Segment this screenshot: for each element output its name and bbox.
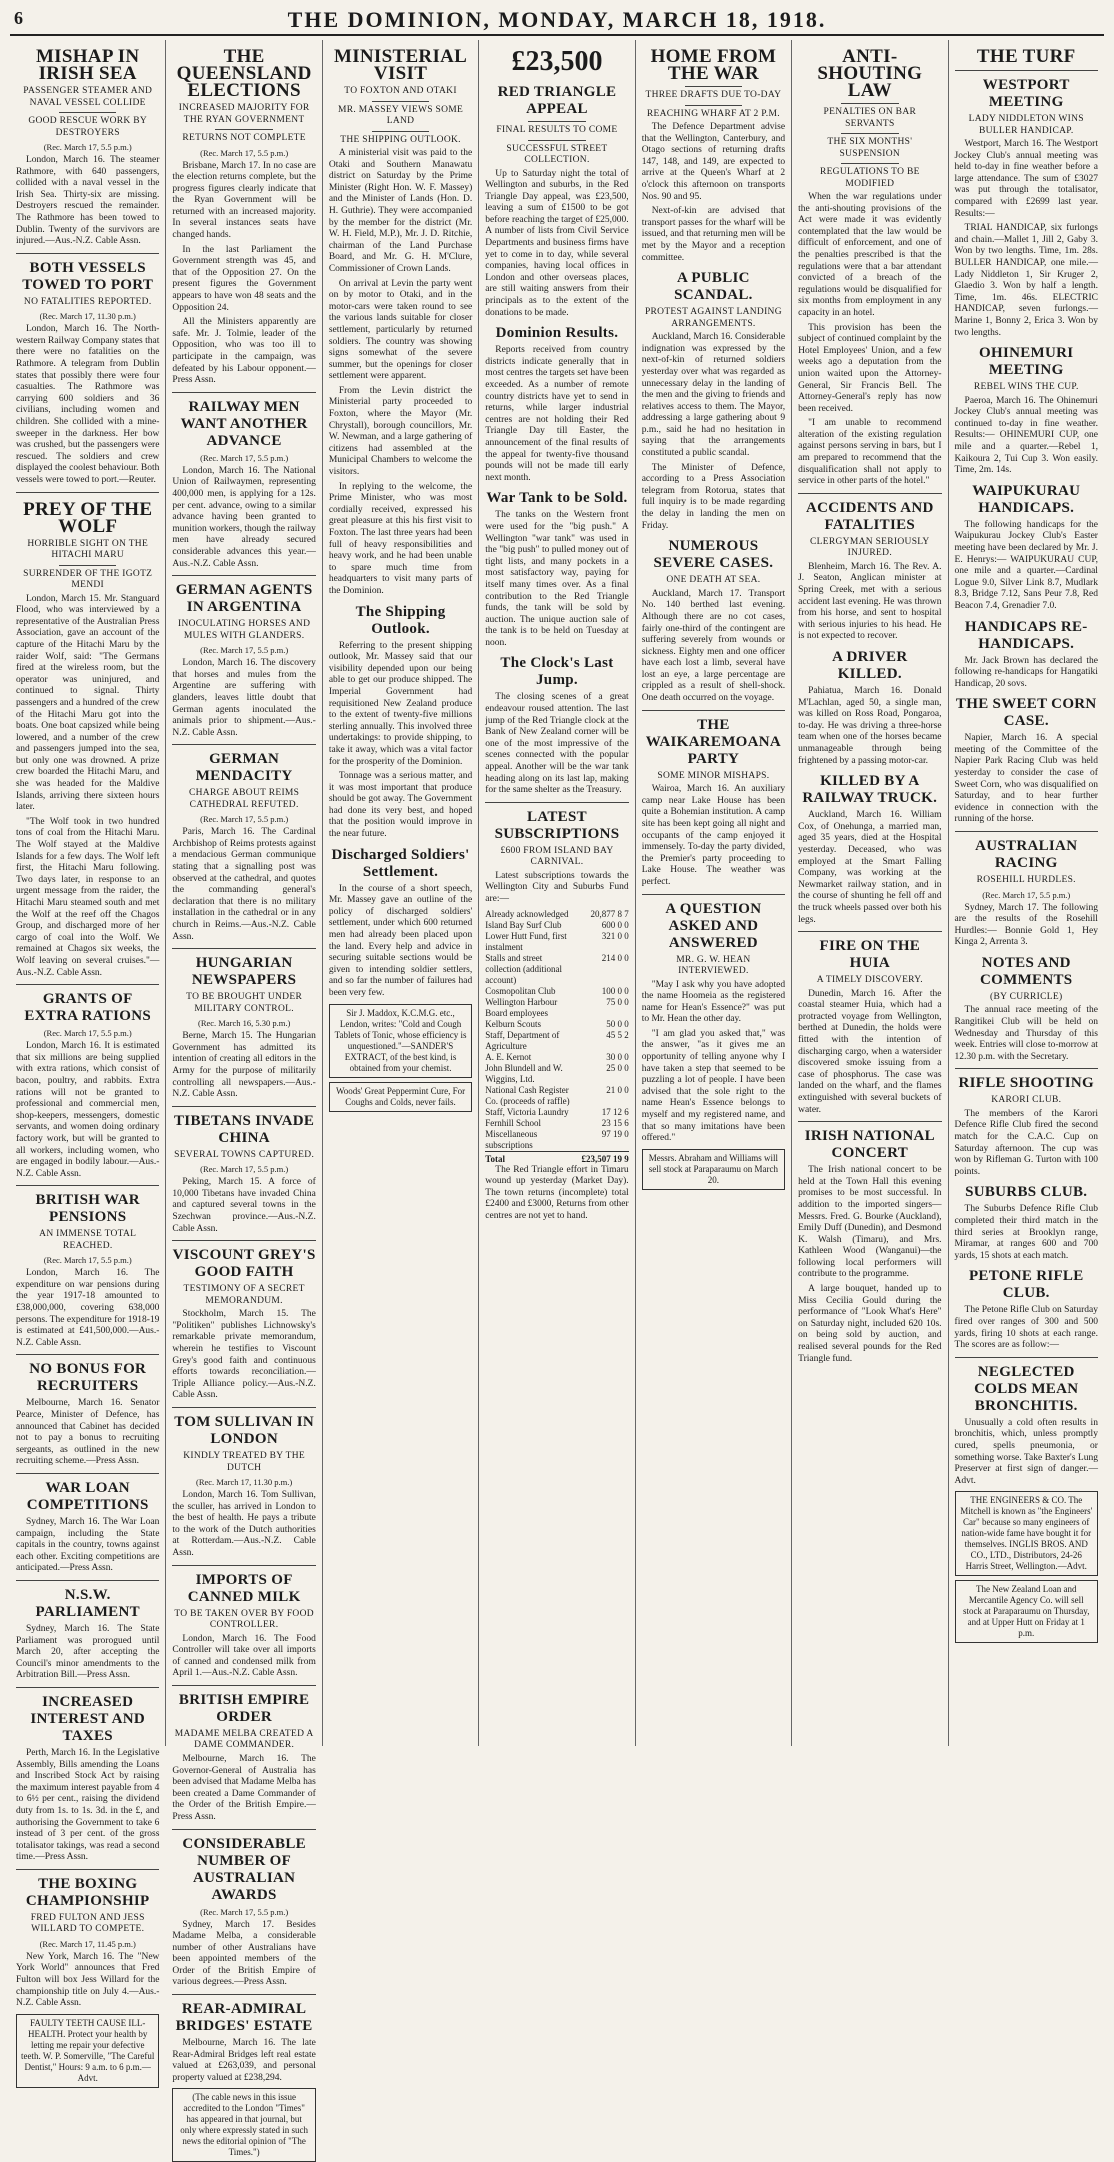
subscriptions-total-label: Total: [485, 1151, 577, 1165]
divider: [16, 253, 159, 254]
subheadline: REBEL WINS THE CUP.: [973, 382, 1079, 393]
headline: HOME FROM THE WAR: [650, 46, 777, 84]
article-body: Peking, March 15. A force of 10,000 Tibetans have invaded China and captured several towns in the Szechwan province.—Aus.-N.Z. Cable Assn.: [172, 1177, 316, 1234]
divider: [841, 103, 898, 104]
column-1: [10, 40, 165, 2083]
article-body: "I am unable to recommend alteration of the existing regulation against persons serving in bars, but I am prepared to recommend that the disqualification shall not apply to service in other parts of the hotel.": [798, 418, 942, 487]
article-body: Reports received from country districts indicate generally that in most centres the targets set have been exceeded. As a number of remote country districts have yet to send in returns, while larger industrial centres are not holding their Red Triangle Day till Easter, the announcement of the final results of the appeal for twenty-five thousand pounds will not be made till early next month.: [485, 345, 629, 483]
headline: NO BONUS FOR RECRUITERS: [29, 1361, 147, 1395]
subscription-amount: 17 12 6: [601, 1106, 629, 1117]
headline: MISHAP IN IRISH SEA: [35, 46, 140, 84]
advertisement: Woods' Great Peppermint Cure, For Coughs and Colds, never fails.: [329, 1082, 472, 1112]
subheadline: CHARGE ABOUT REIMS CATHEDRAL REFUTED.: [188, 788, 300, 810]
article-body: The tanks on the Western front were used for the "big push." A Wellington "war tank" was used in the "big push" to pulled money out of tight lists, and many pockets in a most satisfactory way, paying for itself many times over. As a final contribution to the Red Triangle funds, the tank will be sold by auction. The unique auction sale of the tank is to be held on Tuesday at noon.: [485, 510, 629, 648]
divider: [215, 129, 272, 130]
subheadline: THE SIX MONTHS' SUSPENSION: [827, 137, 913, 159]
divider: [16, 492, 159, 493]
article-body: Pahiatua, March 16. Donald M'Lachlan, aged 50, a single man, was killed on Ross Road, Pongaroa, to-day. He was driving a three-horse team when one of the horses became unmanageable through being frightened by a passing motor-car.: [798, 686, 942, 766]
article-body: Paeroa, March 16. The Ohinemuri Jockey Club's annual meeting was continued to-day in fine weather. Results:— OHINEMURI CUP, one mile and a quarter.—Rebel 1, Kaikoura 2, Tui Cup 3. Won easily. Time, 2m. 14s.: [954, 395, 1098, 476]
headline: PREY OF THE WOLF: [23, 498, 153, 537]
dateline: (Rec. March 17, 5.5 p.m.): [43, 1028, 132, 1039]
subscription-row: [485, 997, 628, 1019]
subheadline: LADY NIDDLETON WINS BULLER HANDICAP.: [968, 114, 1084, 136]
appeal-total: £23,500: [511, 46, 603, 77]
subscriber-name: Island Bay Surf Club: [485, 919, 562, 930]
headline: ANTI-SHOUTING LAW: [817, 46, 923, 101]
headline: A QUESTION ASKED AND ANSWERED: [665, 900, 762, 951]
article-body: "May I ask why you have adopted the name Hoomeia as the registered name for Hean's Essence?" was put to Mr. Hean the other day.: [641, 979, 786, 1025]
section-heading: War Tank to be Sold.: [486, 490, 628, 507]
article-body: In the last Parliament the Government strength was 45, and that of the Opposition 27. On the present figures the Government appears to have won 48 seats and the Opposition 24.: [172, 244, 316, 313]
columns: [10, 40, 1104, 2158]
article-body: Sydney, March 17. The following are the results of the Rosehill Hurdles:— Bonnie Gold 1, Hey Kinga 2, Arrenta 3.: [954, 902, 1098, 948]
subheadline: CLERGYMAN SERIOUSLY INJURED.: [810, 536, 930, 559]
article-body: "The Wolf took in two hundred tons of coal from the Hitachi Maru. The Wolf stayed at the Maldive Islands for a few days. The Wolf left first, the Hitachi Maru following. Two days later, in response to an urgent message from the raider, the Hitachi Maru steamed south and met the Wolf at the reef off the Chagos Group, and discharged more of her cargo of coal into the Wolf. We remained at Chagos six weeks, the Wolf leaving on several cruises."—Aus.-N.Z. Cable Assn.: [16, 816, 160, 978]
article-body: Auckland, March 17. Transport No. 140 berthed last evening. Although there are no cot cases, fairly one-third of the contingent are suffering severely from wounds or sickness. Eighty men and one officer have each lost a limb, several have lost an eye, a large percentage are crippled as a result of shell-shock. One death occurred on the voyage.: [641, 588, 786, 704]
subheadline: RETURNS NOT COMPLETE: [182, 133, 306, 143]
subscription-amount: 25 0 0: [606, 1062, 629, 1073]
divider: [685, 86, 742, 87]
subscription-row: [485, 986, 628, 997]
subscription-row: [485, 953, 628, 986]
subscriber-name: Fernhill School: [485, 1117, 542, 1128]
subheadline: TO FOXTON AND OTAKI: [344, 86, 457, 96]
section-heading: OHINEMURI MEETING: [979, 345, 1074, 379]
dateline: (Rec. March 17, 5.5 p.m.): [43, 1255, 132, 1266]
article-body: London, March 16. Tom Sullivan, the sculler, has arrived in London to the best of health. He pays a tribute to the work of the Dutch authorities at Rotterdam.—Aus.-N.Z. Cable Assn.: [172, 1490, 316, 1558]
section-heading: A PUBLIC SCANDAL.: [674, 270, 753, 304]
column-4: [478, 40, 634, 1746]
article-body: This provision has been the subject of continued complaint by the Hotel Employees' Union, and a few weeks ago a deputation from the union waited upon the Attorney-General, Sir Francis Bell. The Attorney-General's reply has now been received.: [798, 322, 942, 414]
headline: AUSTRALIAN RACING: [975, 838, 1078, 872]
article-body: London, March 16. The expenditure on war pensions during the year 1917-18 amounted to £38,000,000, covering 638,000 persons. The expenditure for 1918-19 is estimated at £41,500,000.—Aus.-N.Z. Cable Assn.: [16, 1268, 160, 1348]
headline: CONSIDERABLE NUMBER OF AUSTRALIAN AWARDS: [182, 1835, 306, 1903]
subscriber-name: Already acknowledged: [485, 908, 569, 919]
subscription-amount: 45 5 2: [606, 1029, 629, 1040]
dateline: (Rec. March 17, 5.5 p.m.): [43, 142, 132, 152]
subscriber-name: Staff, Department of Agriculture: [485, 1029, 560, 1051]
headline: TIBETANS INVADE CHINA: [174, 1112, 315, 1146]
article-body: A large bouquet, handed up to Miss Cecilia Gould during the performance of "Look What's Here" on Saturday night, included 620 10s. on being sold by auction, and realised several pounds for the Red Triangle fund.: [798, 1284, 942, 1364]
headline: HUNGARIAN NEWSPAPERS: [191, 955, 297, 989]
headline: ACCIDENTS AND FATALITIES: [805, 499, 934, 533]
article-body: All the Ministers apparently are safe. Mr. J. Tolmie, leader of the Opposition, who was too ill to participate in the campaign, was defeated by his Labour opponent.—Press Assn.: [172, 317, 316, 386]
subscription-row: [485, 1052, 628, 1063]
subheadline: ONE DEATH AT SEA.: [666, 575, 761, 586]
subscription-row: [485, 1063, 628, 1085]
article-body: In the course of a short speech, Mr. Massey gave an outline of the policy of discharged soldiers' settlement, under which 600 returned men had already been placed upon the land. Every help and advice in securing suitable sections would be given to intending soldier settlers, and so far the number of failures had been very few.: [328, 883, 473, 998]
subscription-amount: 214 0 0: [601, 952, 629, 963]
article-body: Berne, March 15. The Hungarian Government has admitted its intention of creating all editors in the Army for the purpose of militarily controlling all newspapers.—Aus.-N.Z. Cable Assn.: [172, 1031, 316, 1100]
subheadline: PROTEST AGAINST LANDING ARRANGEMENTS.: [644, 307, 782, 329]
article-body: London, March 16. The Food Controller will take over all imports of canned and condensed milk from April 1.—Aus.-N.Z. Cable Assn.: [172, 1633, 316, 1679]
headline: REAR-ADMIRAL BRIDGES' ESTATE: [175, 2001, 313, 2035]
article-body: TRIAL HANDICAP, six furlongs and chain.—Mallet 1, Jill 2, Gaby 3. Won by two lengths. Time, 1m. 28s. BULLER HANDICAP, one mile.—Lady Niddleton 1, Sir Kruger 2, Glaedio 3. Won by half a length. Time, 1m. 46s. ELECTRIC HANDICAP, seven furlongs.—Marine 1, Bonny 2, Erica 3. Won by two lengths.: [954, 223, 1098, 338]
article-body: Unusually a cold often results in bronchitis, which, unless promptly cured, spells pneumonia, or something worse. Take Baxter's Lung Preserver at first sign of danger.—Advt.: [954, 1417, 1098, 1486]
headline: LATEST SUBSCRIPTIONS: [494, 808, 620, 842]
subheadline: ROSEHILL HURDLES.: [976, 875, 1076, 886]
subheadline: AN IMMENSE TOTAL REACHED.: [39, 1229, 137, 1251]
divider: [16, 1354, 159, 1355]
divider: [685, 105, 742, 106]
subscription-amount: 97 19 0: [601, 1128, 629, 1139]
headline: MINISTERIAL VISIT: [333, 46, 468, 84]
subheadline: TO BE TAKEN OVER BY FOOD CONTROLLER.: [174, 1608, 314, 1631]
divider: [16, 1185, 159, 1186]
section-heading: KILLED BY A RAILWAY TRUCK.: [802, 773, 938, 807]
article-body: The closing scenes of a great endeavour roused attention. The last jump of the Red Triangle clock at the Bank of New Zealand corner will be one of the most impressive of the scenes connected with the popular appeal. Another will be the war tank heading along on its last lap, making for the same shelter as the Treasury.: [485, 692, 629, 796]
article-body: Melbourne, March 16. Senator Pearce, Minister of Defence, has announced that Cabinet has decided not to pay a bonus to recruiting sergeants, as outlined in the new recruiting scheme.—Press Assn.: [16, 1398, 160, 1467]
subscription-row: [485, 1118, 628, 1129]
subheadline: THE SHIPPING OUTLOOK.: [340, 134, 461, 145]
subscription-amount: 30 0 0: [606, 1051, 629, 1062]
article-body: Next-of-kin are advised that transport passes for the wharf will be issued, and that returning men will be met by the Mayor and a reception committee.: [641, 206, 786, 263]
column-2: [165, 40, 321, 2158]
article-body: "I am glad you asked that," was the answer, "as it gives me an opportunity of telling anyone why I have taken a step that seemed to be puzzling a lot of people. I have been advised that the sole right to the name Hean's Essence belongs to myself and my registered name, and that so many imitations have been offered.": [641, 1028, 786, 1144]
subheadline: REACHING WHARF AT 2 P.M.: [646, 108, 780, 119]
article-body: Mr. Jack Brown has declared the following re-handicaps for Hangatiki Handicap, 20 sovs.: [954, 655, 1098, 689]
dateline: (Rec. March 17, 5.5 p.m.): [982, 889, 1071, 900]
divider: [372, 131, 429, 132]
article-body: The Minister of Defence, according to a Press Association telegram from Rotorua, states that full inquiry is to be made regarding the delay in landing the men on Friday.: [641, 462, 786, 531]
article-body: Napier, March 16. A special meeting of the Committee of the Napier Park Racing Club was held yesterday to consider the case of Sweet Corn, who was disqualified on Saturday, and to hear further evidence in connection with the running of the horse.: [954, 733, 1098, 825]
divider: [955, 70, 1098, 71]
article-body: Latest subscriptions towards the Wellington City and Suburbs Fund are:—: [485, 870, 629, 904]
dateline: (Rec. March 17, 5.5 p.m.): [200, 1164, 289, 1175]
divider: [642, 894, 785, 895]
article-body: The annual race meeting of the Rangitikei Club will be held on Wednesday and Thursday of this week. Entries will close to-morrow at 12.30 p.m. with the Secretary.: [954, 1005, 1098, 1062]
divider: [16, 1687, 159, 1688]
column-7: [948, 40, 1104, 1746]
article-body: Sydney, March 17. Besides Madame Melba, a considerable number of other Australians have been appointed members of the Order of the British Empire of various degrees.—Press Assn.: [172, 1919, 316, 1988]
subheadline: REGULATIONS TO BE MODIFIED: [819, 167, 920, 189]
headline: THE QUEENSLAND ELECTIONS: [176, 46, 312, 101]
subscriber-name: Stalls and street collection (additional account): [485, 952, 562, 985]
headline: GERMAN AGENTS IN ARGENTINA: [175, 582, 313, 616]
article-body: The following handicaps for the Waipukurau Jockey Club's Easter meeting have been declared by Mr. J. E. Henrys:— WAIPUKURAU CUP, one mile and a quarter.—Cardinal Logue 9.0, Silver Link 8.7, Mudlark 8.3, Bridge 7.12, Sans Peur 7.8, Red Beacon 7.4, Grenadier 7.0.: [954, 519, 1098, 611]
divider: [16, 1473, 159, 1474]
subheadline: INCREASED MAJORITY FOR THE RYAN GOVERNMENT: [178, 103, 310, 125]
dateline: (Rec. March 17, 11.45 p.m.): [39, 1938, 136, 1949]
divider: [798, 931, 941, 932]
divider: [16, 1869, 159, 1870]
subscriber-name: Miscellaneous subscriptions: [485, 1128, 538, 1150]
article-body: Wairoa, March 16. An auxiliary camp near Lake House has been quite a Bohemian institution. A camp site has been kept going all night and occupants of the camp enjoyed it immensely. To-day the party divided, the Premier's party proceeding to Lake House. The weather was perfect.: [641, 784, 786, 887]
headline: BOTH VESSELS TOWED TO PORT: [22, 259, 154, 293]
article-body: Westport, March 16. The Westport Jockey Club's annual meeting was held to-day in fine weather before a large attendance. The sum of £3027 was put through the totalisator, compared with £2699 last year. Results:—: [954, 139, 1098, 219]
subscription-row: [485, 1085, 628, 1107]
article-body: London, March 16. It is estimated that six millions are being supplied with extra rations, which consist of bacon, poultry, and rabbits. Extra rations will not be granted to professional and commercial men, shop-keepers, messengers, domestic servants, and women doing ordinary factory work, but will be granted to all workers, including women, who are engaged in bodily labour.—Aus.-N.Z. Cable Assn.: [16, 1041, 160, 1179]
subscriber-name: Wellington Harbour Board employees: [485, 996, 558, 1018]
column-6: [791, 40, 947, 1746]
divider: [955, 831, 1098, 832]
subscription-amount: 23 15 6: [601, 1117, 629, 1128]
headline: RAILWAY MEN WANT ANOTHER ADVANCE: [180, 398, 308, 449]
subscription-row: [485, 931, 628, 953]
article-body: The Suburbs Defence Rifle Club completed their third match in the third series at Brooklyn range, Miramar, at ranges 600 and 700 yards, 15 shots at each match.: [954, 1204, 1098, 1261]
subscriptions-total-amount: £23,507 19 9: [577, 1151, 628, 1165]
subheadline: KARORI CLUB.: [991, 1095, 1062, 1106]
article-body: When the war regulations under the anti-shouting provisions of the Act were made it was evidently contemplated that the law would be difficult of enforcement, and one of the penalties prescribed is that the regulations were that a bar attendant convicted of a breach of the regulations would be disqualified for six months from employment in any capacity in an hotel.: [798, 192, 942, 318]
subheadline: TESTIMONY OF A SECRET MEMORANDUM.: [183, 1284, 305, 1306]
subscription-row: [485, 1129, 628, 1152]
section-heading: The Shipping Outlook.: [355, 603, 446, 637]
divider: [59, 112, 116, 113]
article-body: Melbourne, March 16. The late Rear-Admiral Bridges left real estate valued at £263,039, and personal property valued at £238,294.: [172, 2038, 316, 2083]
headline: FIRE ON THE HUIA: [819, 938, 921, 972]
subscription-amount: 100 0 0: [601, 985, 629, 996]
article-body: Sydney, March 16. The State Parliament was prorogued until March 20, after accepting the Council's minor amendments to the Arbitration Bill.—Press Assn.: [16, 1623, 160, 1681]
dateline: (Rec. March 17, 11.30 p.m.): [39, 311, 136, 322]
subscriber-name: Lower Hutt Fund, first instalment: [485, 930, 567, 952]
subscription-amount: 600 0 0: [601, 919, 629, 930]
subheadline: SUCCESSFUL STREET COLLECTION.: [506, 143, 608, 165]
article-body: Paris, March 16. The Cardinal Archbishop of Reims protests against a mendacious German communique stating that a signalling post was observed at the cathedral, and quotes the commanding general's declaration that there is no military installation in the cathedral or in any church in Reims.—Aus.-N.Z. Cable Assn.: [172, 827, 316, 942]
subscriber-name: National Cash Register Co. (proceeds of raffle): [485, 1084, 570, 1106]
section-heading: THE SWEET CORN CASE.: [955, 696, 1097, 730]
divider: [172, 575, 315, 576]
section-heading: NUMEROUS SEVERE CASES.: [653, 538, 774, 572]
headline: GRANTS OF EXTRA RATIONS: [24, 991, 151, 1025]
subheadline: THREE DRAFTS DUE TO-DAY: [645, 90, 782, 100]
headline: THE WAIKAREMOANA PARTY: [645, 716, 782, 767]
divider: [841, 163, 898, 164]
headline: BRITISH EMPIRE ORDER: [178, 1691, 310, 1725]
section-heading: The Clock's Last Jump.: [500, 655, 614, 689]
section-heading: Discharged Soldiers' Settlement.: [331, 846, 470, 880]
subscriber-name: Kelburn Scouts: [485, 1018, 542, 1029]
article-body: The Irish national concert to be held at the Town Hall this evening promises to be most successful. In addition to the imported singers—Messrs. Fred. G. Bourke (Auckland), Emily Duff (Dunedin), and Desmond K. Walsh (Timaru), and Mrs. Kathleen Wood (Wanganui)—the following local performers will contribute to the programme.: [798, 1165, 942, 1280]
article-body: Blenheim, March 16. The Rev. A. J. Seaton, Anglican minister at Spring Creek, met with a serious accident last evening. He was thrown from his horse, and sent to hospital with serious injuries to his head. He is not expected to recover.: [798, 561, 942, 642]
section-heading: HANDICAPS RE-HANDICAPS.: [964, 618, 1088, 652]
subheadline: A TIMELY DISCOVERY.: [816, 975, 923, 986]
divider: [59, 565, 116, 566]
dateline: (Rec. March 17, 5.5 p.m.): [200, 147, 289, 158]
subheadline: FINAL RESULTS TO COME: [496, 125, 618, 135]
subheadline: NO FATALITIES REPORTED.: [23, 296, 152, 307]
subscriptions-table: [485, 909, 628, 1165]
subheadline: PENALTIES ON BAR SERVANTS: [823, 107, 917, 129]
subscriptions-total-row: [485, 1151, 628, 1165]
subheadline: FRED FULTON AND JESS WILLARD TO COMPETE.: [30, 1912, 145, 1935]
divider: [955, 1068, 1098, 1069]
section-heading: SUBURBS CLUB.: [965, 1184, 1088, 1201]
headline: THE TURF: [976, 46, 1076, 67]
subscription-row: [485, 909, 628, 920]
dateline: (Rec. March 17, 5.5 p.m.): [200, 645, 289, 656]
divider: [528, 121, 585, 122]
subscriber-name: A. E. Kernot: [485, 1051, 532, 1062]
article-body: London, March 16. The steamer Rathmore, with 640 passengers, collided with a naval vessel in the Irish Sea. Thirty-six are missing. Destroyers rescued the remainder. The Rathmore has been towed to Dublin. Twenty of the survivors are injured.—Aus.-N.Z. Cable Assn.: [16, 155, 160, 247]
article-body: Sydney, March 16. The War Loan campaign, including the State capitals in the country, towns against each other. Exciting competitions are anticipated.—Press Assn.: [16, 1517, 160, 1574]
article-body: New York, March 16. The "New York World" announces that Fred Fulton will box Jess Willard for the championship title on July 4.—Aus.-N.Z. Cable Assn.: [16, 1951, 160, 2009]
article-body: Stockholm, March 15. The "Politiken" publishes Lichnowsky's remarkable private memorandum, wherein he testifies to Viscount Grey's good faith and continuous efforts towards reconciliation.—Triple Alliance policy.—Aus.-N.Z. Cable Assn.: [172, 1309, 316, 1401]
subheadline: GOOD RESCUE WORK BY DESTROYERS: [28, 116, 148, 138]
article-body: London, March 15. Mr. Stanguard Flood, who was interviewed by a representative of the Australian Press Association, gave an account of the capture of the Hitachi Maru by the raider Wolf, said: "The Germans fired at the wireless room, but the operator was uninjured, and continued to signal. Thirty passengers and a hundred of the crew of the Hitachi Maru got into the boats. One boat capsized while being lowered, and a number of the crew and passengers jumped into the sea, but only one was drowned. A prize crew boarded the Hitachi Maru, and she was headed for the Maldive Islands, arriving there sixteen hours later.: [16, 593, 160, 813]
dateline: (Rec. March 17, 5.5 p.m.): [200, 452, 289, 463]
subscription-row: [485, 920, 628, 931]
editorial-note: (The cable news in this issue accredited to the London "Times" has appeared in that journal, but only where expressly stated in such news the editorial opinion of "The Times."): [172, 2088, 315, 2162]
headline: RIFLE SHOOTING: [958, 1075, 1094, 1092]
page-number: 6: [14, 8, 23, 28]
divider: [172, 1829, 315, 1830]
subheadline: MR. MASSEY VIEWS SOME LAND: [338, 104, 464, 126]
divider: [372, 101, 429, 102]
subheadline: £600 FROM ISLAND BAY CARNIVAL.: [500, 845, 614, 868]
divider: [172, 744, 315, 745]
headline: WAR LOAN COMPETITIONS: [26, 1480, 149, 1513]
column-3: [322, 40, 478, 1746]
article-body: Referring to the present shipping outlook, Mr. Massey said that our visibility depended upon our being able to get our produce shipped. The Imperial Government had requisitioned New Zealand produce to the extent of twenty-five millions sterling annually. This involved three undertakings: to provide shipping, to take it away, which was a vital factor for the prosperity of the Dominion.: [328, 640, 473, 767]
dateline: (Rec. March 17, 11.30 p.m.): [196, 1477, 293, 1487]
subheadline: SEVERAL TOWNS CAPTURED.: [174, 1149, 315, 1160]
headline: N.S.W. PARLIAMENT: [35, 1586, 140, 1620]
section-heading: NOTES AND COMMENTS: [980, 954, 1073, 988]
divider: [955, 1357, 1098, 1358]
headline: THE BOXING CHAMPIONSHIP: [25, 1875, 150, 1909]
article-body: Perth, March 16. In the Legislative Assembly, Bills amending the Loans and Inscribed Stock Act by raising the maximum interest payable from 4 to 6½ per cent., raising the dividend duty from 1s. to 1s. 3d. in the £, and authorising the Government to take 6 instead of 3 per cent. of the gross totalisator takings, was read a second time.—Press Assn.: [16, 1747, 160, 1863]
advertisement: The New Zealand Loan and Mercantile Agency Co. will sell stock at Paraparaumu on Thursday, and at Upper Hutt on Friday at 1 p.m.: [955, 1580, 1098, 1643]
headline: VISCOUNT GREY'S GOOD FAITH: [172, 1247, 316, 1281]
subscriber-name: John Blundell and W. Wiggins, Ltd.: [485, 1062, 563, 1084]
divider: [172, 1106, 315, 1107]
divider: [16, 984, 159, 985]
headline: INCREASED INTEREST AND TAXES: [30, 1693, 146, 1744]
subheadline: SURRENDER OF THE IGOTZ MENDI: [23, 568, 153, 591]
article-body: Auckland, March 16. William Cox, of Onehunga, a married man, aged 35 years, died at the Hospital yesterday. Deceased, who was employed at the Smart Falling Company, was working at the Newmarket railway station, and in the course of shunting he fell off and the truck wheels passed over both his legs.: [798, 810, 942, 925]
subscription-amount: 20,877 8 7: [590, 908, 629, 919]
headline: IMPORTS OF CANNED MILK: [187, 1571, 301, 1605]
article-body: A ministerial visit was paid to the Otaki and Southern Manawatu district on Saturday by the Prime Minister (Right Hon. W. F. Massey) and the Minister of Lands (Hon. D. H. Guthrie). They were accompanied by the member for the district (Mr. W. H. Field, M.P.), Mr. J. D. Ritchie, chairman of the Land Purchase Board, and Mr. G. H. M'Clure, Commissioner of Crown Lands.: [328, 148, 473, 274]
section-heading: Dominion Results.: [495, 325, 619, 342]
subscription-amount: 321 0 0: [601, 930, 629, 941]
subheadline: MADAME MELBA CREATED A DAME COMMANDER.: [174, 1728, 314, 1751]
article-body: Brisbane, March 17. In no case are the election returns complete, but the progress figures clearly indicate that the Ryan Government will be returned with an increased majority. In several instances seats have changed hands.: [172, 160, 316, 241]
article-body: Tonnage was a serious matter, and it was most important that produce should be got away. The Government had done its very best, and hoped that the position would improve in the near future.: [328, 771, 473, 840]
subscription-row: [485, 1030, 628, 1052]
subheadline: HORRIBLE SIGHT ON THE HITACHI MARU: [27, 538, 149, 561]
newspaper-title: THE DOMINION, MONDAY, MARCH 18, 1918.: [287, 7, 827, 32]
section-heading: A DRIVER KILLED.: [832, 649, 908, 682]
headline: TOM SULLIVAN IN LONDON: [174, 1414, 315, 1447]
divider: [841, 133, 898, 134]
dateline: (Rec. March 17, 5.5 p.m.): [200, 1906, 289, 1917]
article-body: London, March 16. The discovery that horses and mules from the Argentine are suffering with glanders, leaves little doubt that German agents inoculated the animals prior to shipment.—Aus.-N.Z. Cable Assn.: [172, 658, 316, 738]
subheadline: PASSENGER STEAMER AND NAVAL VESSEL COLLIDE: [23, 86, 153, 108]
subscription-row: [485, 1107, 628, 1118]
subheadline: INOCULATING HORSES AND MULES WITH GLANDERS.: [178, 619, 311, 641]
subheadline: TO BE BROUGHT UNDER MILITARY CONTROL.: [186, 992, 303, 1014]
divider: [798, 493, 941, 494]
article-body: From the Levin district the Ministerial party proceeded to Foxton, where the Mayor (Mr. Chrystall), borough councillors, Mr. W. Newman, and a large gathering of citizens had assembled at the Municipal Chambers to welcome the visitors.: [328, 385, 473, 478]
subscription-row: [485, 1019, 628, 1030]
subscription-amount: 21 0 0: [606, 1084, 629, 1095]
divider: [172, 1994, 315, 1995]
article-body: The members of the Karori Defence Rifle Club fired the second match for the C.A.C. Cup on Saturday afternoon. The cup was won by Rifleman G. Turton with 100 points.: [954, 1108, 1098, 1177]
section-heading: WAIPUKURAU HANDICAPS.: [972, 482, 1081, 516]
subheadline: (BY CURRICLE): [990, 991, 1063, 1002]
column-5: [635, 40, 791, 1746]
divider: [172, 1240, 315, 1241]
divider: [172, 1407, 315, 1408]
divider: [172, 948, 315, 949]
advertisement: Sir J. Maddox, K.C.M.G. etc., Lendon, writes: "Cold and Cough Tablets of Tonic, whose efficiency is unquestioned."—SANDER'S EXTRACT, of the best kind, is obtained from your chemist.: [329, 1004, 472, 1078]
subscriber-name: Cosmopolitan Club: [485, 985, 556, 996]
article-body: The Petone Rifle Club on Saturday fired over ranges of 300 and 500 yards, firing 10 shots at each range. The scores are as follow:—: [954, 1305, 1098, 1351]
headline: GERMAN MENDACITY: [195, 751, 293, 785]
headline: IRISH NATIONAL CONCERT: [804, 1128, 935, 1162]
divider: [798, 1121, 941, 1122]
subheadline: MR. G. W. HEAN INTERVIEWED.: [676, 954, 751, 976]
article-body: The Defence Department advise that the Wellington, Canterbury, and Otago sections of returning drafts 147, 148, and 149, are expected to arrive at the Queen's Wharf at 2 o'clock this afternoon on transports Nos. 90 and 95.: [641, 122, 786, 202]
article-body: Auckland, March 16. Considerable indignation was expressed by the next-of-kin of returned soldiers yesterday over what was regarded as unnecessary delay in the landing of the men and the giving to friends and relatives access to them. The Mayor, addressing a large gathering about 9 p.m., said he had no hesitation in saying that the arrangements constituted a public scandal.: [641, 332, 786, 459]
divider: [16, 1580, 159, 1581]
subscription-amount: 50 0 0: [606, 1018, 629, 1029]
article-body: Dunedin, March 16. After the coastal steamer Huia, which had a protracted voyage from Wellington, berthed at Dunedin, the holds were fitted with the intention of discharging cargo, when a watersider discovered smoke issuing from a case of phosphorus. The case was landed on the wharf, and the flames extinguished with several buckets of water.: [798, 988, 942, 1115]
article-body: Up to Saturday night the total of Wellington and suburbs, in the Red Triangle Day appeal, was £23,500, leaving a sum of £1500 to be got before reaching the target of £25,000. A number of lists from Civil Service Departments and business firms have yet to come in to day, while several companies, having local offices in London and other overseas places, are still waiting answers from their principals as to the extent of the donations to be made.: [485, 168, 629, 318]
divider: [485, 802, 628, 803]
dateline: (Rec. March 17, 5.5 p.m.): [200, 814, 289, 825]
subscription-amount: 75 0 0: [606, 996, 629, 1007]
subscriber-name: Staff, Victoria Laundry: [485, 1106, 569, 1117]
advertisement: Messrs. Abraham and Williams will sell stock at Paraparaumu on March 20.: [642, 1149, 785, 1190]
article-body: London, March 16. The National Union of Railwaymen, representing 400,000 men, is applying for a 12s. per cent. advance, owing to a similar advance having been granted to munition workers, though the railway men have already secured considerable advances this year.—Aus.-N.Z. Cable Assn.: [172, 465, 316, 569]
headline: WESTPORT MEETING: [982, 77, 1070, 110]
dateline: (Rec. March 16, 5.30 p.m.): [197, 1018, 291, 1029]
article-body: On arrival at Levin the party went on by motor to Otaki, and in the motor-cars were taken round to see the various lands suitable for closer settlement, particularly by returned soldiers. The country was showing signs somewhat of the severe summer, but the openings for closer settlement were apparent.: [328, 278, 473, 382]
article-body: Melbourne, March 16. The Governor-General of Australia has been advised that Madame Melba has been created a Dame Commander of the Order of the British Empire.—Press Assn.: [172, 1753, 316, 1822]
article-body: The Red Triangle effort in Timaru wound up yesterday (Market Day). The town returns (incomplete) total £2400 and £3000, Returns from other centres are not yet to hand.: [485, 1164, 629, 1221]
advertisement: THE ENGINEERS & CO. The Mitchell is known as "the Engineers' Car" because so many engineers of nation-wide fame have bought it for themselves. INGLIS BROS. AND CO., LTD., Distributors, 24-26 Harris Street, Wellington.—Advt.: [955, 1491, 1098, 1576]
headline: RED TRIANGLE APPEAL: [497, 84, 617, 117]
article-body: In replying to the welcome, the Prime Minister, who was most cordially received, expressed his great pleasure at this his first visit to Foxton. The last three years had been full of heavy responsibilities and heavy work, and he had been unable to spare much time from headquarters to visit many parts of the Dominion.: [328, 481, 473, 596]
section-heading: PETONE RIFLE CLUB.: [968, 1268, 1084, 1302]
divider: [528, 140, 585, 141]
article-body: London, March 16. The North-western Railway Company states that there were no fatalities on the Rathmore. A telegram from Dublin states that possibly there were four casualties. The Rathmore was carrying 600 soldiers and 36 civilians, including women and children. She collided with a mine-sweeper in the darkness. Her bow was crushed, but the passengers were rescued. The soldiers and crew displayed the coolest behaviour. Both vessels were towed to port.—Reuter.: [16, 324, 160, 485]
advertisement: FAULTY TEETH CAUSE ILL-HEALTH. Protect your health by letting me repair your defective teeth. W. P. Somerville, "The Careful Dentist," Hours: 9 a.m. to 6 p.m.—Advt.: [16, 2014, 159, 2088]
masthead: [10, 0, 1104, 36]
headline: BRITISH WAR PENSIONS: [35, 1192, 140, 1226]
divider: [172, 1685, 315, 1686]
subheadline: SOME MINOR MISHAPS.: [657, 770, 770, 781]
subheadline: KINDLY TREATED BY THE DUTCH: [183, 1451, 305, 1473]
divider: [172, 392, 315, 393]
divider: [172, 1565, 315, 1566]
headline: NEGLECTED COLDS MEAN BRONCHITIS.: [974, 1363, 1079, 1414]
divider: [642, 710, 785, 711]
